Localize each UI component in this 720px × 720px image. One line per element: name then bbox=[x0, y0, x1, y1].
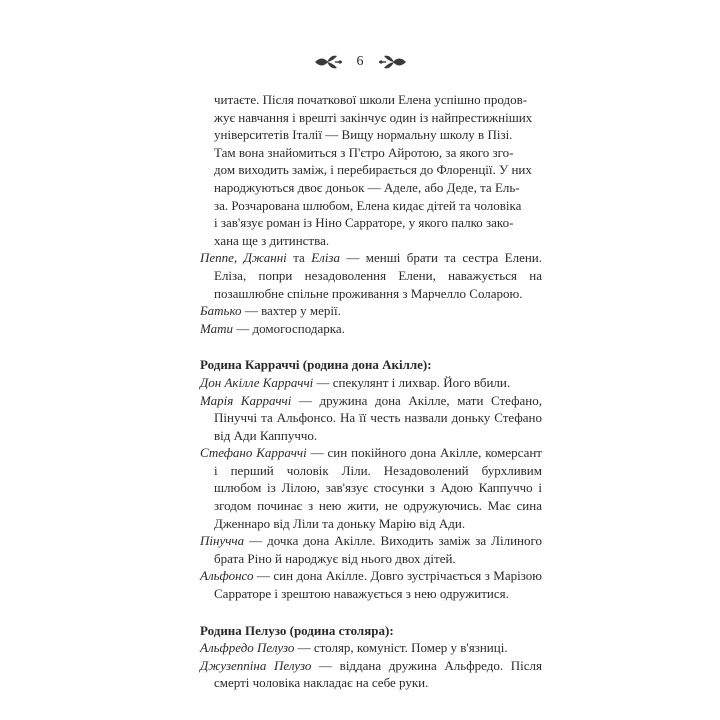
section-heading-peluso: Родина Пелузо (родина столяра): bbox=[200, 622, 394, 638]
character-description: — менші брати та сестра Елени. Еліза, попри незадоволення Елени, наважується на позашлюбне спільне проживання з Марчелло Соларою. bbox=[214, 250, 543, 301]
text-line: народжуються двоє доньок — Аделе, або Деде, та Ель- bbox=[214, 179, 520, 195]
character-name: Джанні bbox=[243, 250, 287, 266]
character-entry bbox=[200, 374, 542, 392]
character-name: Джузеппіна Пелузо bbox=[200, 657, 312, 673]
text-line: Там вона знайомиться з П'єтро Айротою, за якого зго- bbox=[214, 144, 514, 160]
character-name: Альфонсо bbox=[200, 568, 254, 584]
character-description: — віддана дружина Альфредо. Після смерті чоловіка накладає на себе руки. bbox=[214, 657, 542, 691]
text-line: читаєте. Після початкової школи Елена успішно продов- bbox=[214, 92, 528, 107]
separator: , bbox=[233, 250, 244, 266]
character-name: Пінучча bbox=[200, 533, 245, 549]
character-description: — вахтер у мерії. bbox=[241, 303, 341, 319]
character-name: Дон Акілле Карраччі bbox=[200, 374, 314, 390]
text-line: жує навчання і врешті закінчує один із найпрестижніших bbox=[214, 109, 533, 125]
character-description: — спекулянт і лихвар. Його вбили. bbox=[313, 374, 511, 390]
text-line: за. Розчарована шлюбом, Елена кидає дітей та чоловіка bbox=[214, 197, 522, 213]
character-name: Еліза bbox=[311, 250, 340, 266]
page-header bbox=[0, 50, 720, 74]
character-name: Марія Карраччі bbox=[200, 392, 292, 408]
character-description: — дружина дона Акілле, мати Стефано, Пінуччі та Альфонсо. На її честь назвали доньку Стефано від Ади Каппуччо. bbox=[214, 392, 543, 443]
section-heading-carracci: Родина Карраччі (родина дона Акілле): bbox=[200, 357, 432, 373]
character-entry bbox=[200, 657, 542, 692]
character-entry bbox=[200, 249, 542, 302]
text-line: дом виходить заміж, і перебирається до Флоренції. У них bbox=[214, 162, 532, 178]
character-description: — син покійного дона Акілле, комерсант і перший чоловік Ліли. Незадоволений бурхливим шлюбом із Лілою, зав'язує стосунки з Адою Каппуччо і згодом починає з нею жити, не одружуючись. Має сина Дженнаро від Ліли та доньку Марію від Ади. bbox=[214, 445, 542, 531]
leaf-ornament-right-icon bbox=[378, 53, 408, 71]
character-entry bbox=[200, 444, 542, 532]
text-line: і зав'язує роман із Ніно Сарраторе, у якого палко зако- bbox=[214, 215, 514, 231]
character-entry bbox=[200, 532, 542, 567]
character-name: Стефано Карраччі bbox=[200, 445, 307, 461]
character-description: — домогосподарка. bbox=[233, 320, 345, 336]
separator: та bbox=[286, 250, 312, 266]
text-line: хана ще з дитинства. bbox=[214, 232, 330, 248]
character-description: — столяр, комуніст. Помер у в'язниці. bbox=[294, 640, 508, 656]
leaf-ornament-left-icon bbox=[313, 53, 343, 71]
character-entry bbox=[200, 302, 542, 320]
continuation-paragraph bbox=[200, 91, 542, 249]
text-line: університетів Італії — Вищу нормальну школу в Пізі. bbox=[214, 127, 513, 143]
character-name: Мати bbox=[200, 320, 234, 336]
character-entry bbox=[200, 639, 542, 657]
character-description: — дочка дона Акілле. Виходить заміж за Лілиного брата Ріно й народжує від нього двох дітей. bbox=[214, 533, 542, 566]
character-entry bbox=[200, 392, 542, 445]
character-description: — син дона Акілле. Довго зустрічається з Марізою Сарраторе і зрештою наважується з нею одружитися. bbox=[214, 568, 542, 602]
character-name: Пеппе bbox=[200, 250, 234, 266]
character-name: Альфредо Пелузо bbox=[200, 640, 295, 656]
character-name: Батько bbox=[200, 303, 242, 319]
character-entry bbox=[200, 320, 542, 338]
page-number: 6 bbox=[356, 54, 364, 69]
character-entry bbox=[200, 567, 542, 602]
page-body bbox=[200, 91, 542, 692]
